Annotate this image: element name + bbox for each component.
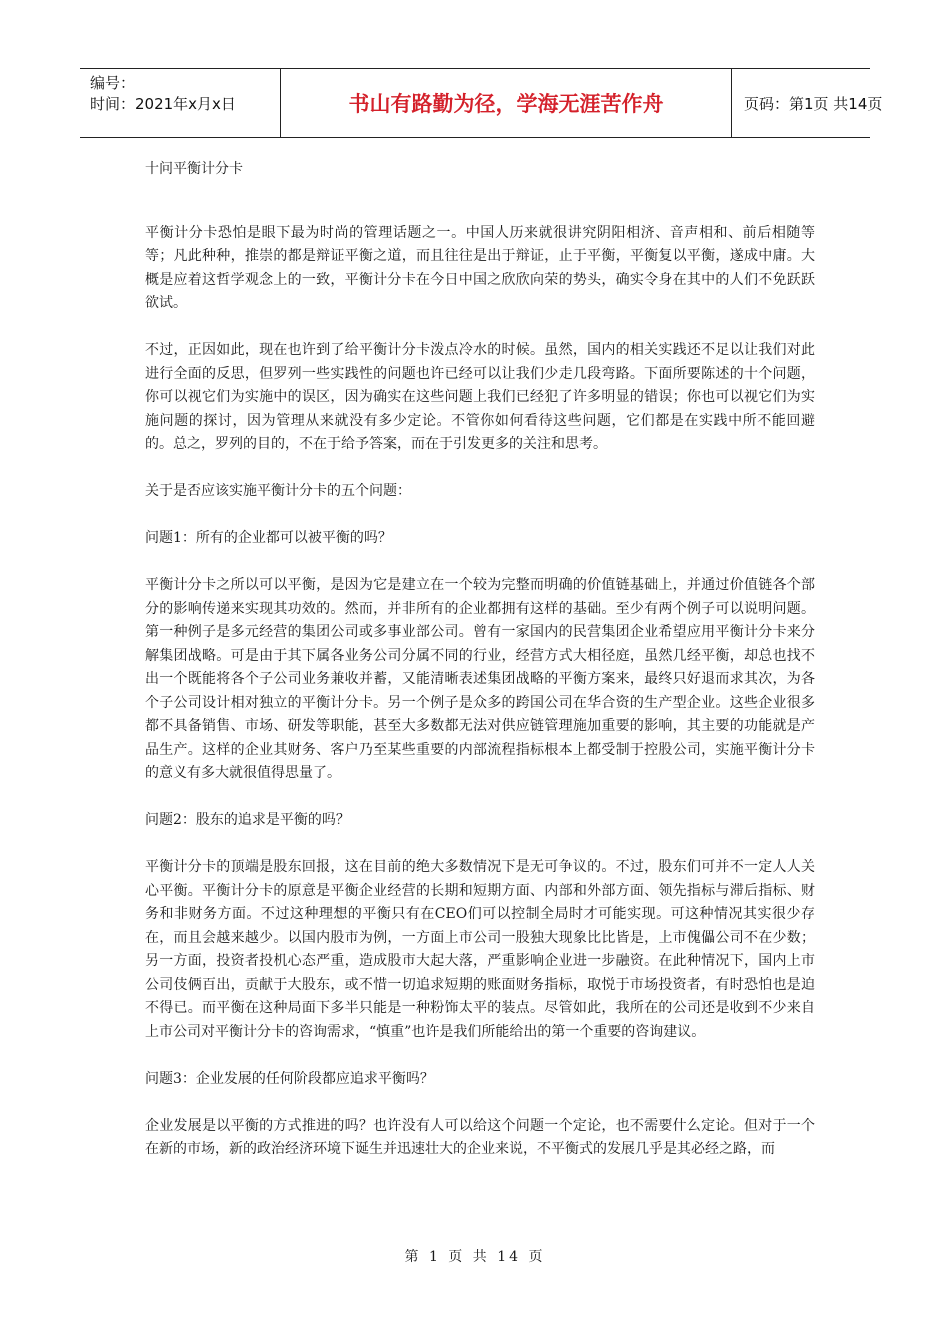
page-footer: 第 1 页 共 14 页 <box>404 1249 546 1265</box>
paragraph: 平衡计分卡的顶端是股东回报，这在目前的绝大多数情况下是无可争议的。不过，股东们可并不一定人人关心平衡。平衡计分卡的原意是平衡企业经营的长期和短期方面、内部和外部方面、领先指标与滞后指标、财务和非财务方面。不过这种理想的平衡只有在CEO们可以控制全局时才可能实现。可这种情况其实很少存在，而且会越来越少。以国内股市为例，一方面上市公司一股独大现象比比皆是，上市傀儡公司不在少数；另一方面，投资者投机心态严重，造成股市大起大落，严重影响企业进一步融资。在此种情况下，国内上市公司伎俩百出，贡献于大股东，或不惜一切追求短期的账面财务指标，取悦于市场投资者，有时恐怕也是迫不得已。而平衡在这种局面下多半只能是一种粉饰太平的装点。尽管如此，我所在的公司还是收到不少来自上市公司对平衡计分卡的咨询需求，“慎重”也许是我们所能给出的第一个重要的咨询建议。 <box>145 859 815 1040</box>
question-heading: 问题3：企业发展的任何阶段都应追求平衡吗？ <box>145 1070 434 1087</box>
page-label: 页码：第1页 共14页 <box>744 94 883 113</box>
paragraph: 不过，正因如此，现在也许到了给平衡计分卡泼点冷水的时候。虽然，国内的相关实践还不足以让我们对此进行全面的反思，但罗列一些实践性的问题也许已经可以让我们少走几段弯路。下面所要陈述的十个问题，你可以视它们为实施中的误区，因为确实在这些问题上我们已经犯了许多明显的错误；你也可以视它们为实施问题的探讨，因为管理从来就没有多少定论。不管你如何看待这些问题，它们都是在实践中所不能回避的。总之，罗列的目的，不在于给予答案，而在于引发更多的关注和思考。 <box>145 342 815 452</box>
document-title: 十问平衡计分卡 <box>145 161 243 177</box>
paragraph: 平衡计分卡恐怕是眼下最为时尚的管理话题之一。中国人历来就很讲究阴阳相济、音声相和、前后相随等等；凡此种种，推崇的都是辩证平衡之道，而且往往是出于辩证，止于平衡，平衡复以平衡，遂成中庸。大概是应着这哲学观念上的一致，平衡计分卡在今日中国之欣欣向荣的势头，确实令身在其中的人们不免跃跃欲试。 <box>145 224 815 311</box>
section-heading: 关于是否应该实施平衡计分卡的五个问题： <box>145 483 411 499</box>
question-heading: 问题1：所有的企业都可以被平衡的吗？ <box>145 530 392 546</box>
serial-label: 编号： <box>90 74 136 92</box>
question-heading: 问题2：股东的追求是平衡的吗？ <box>145 812 350 828</box>
motto: 书山有路勤为径，学海无涯苦作舟 <box>280 69 732 137</box>
paragraph: 企业发展是以平衡的方式推进的吗？也许没有人可以给这个问题一个定论，也不需要什么定论。但对于一个在新的市场，新的政治经济环境下诞生并迅速壮大的企业来说，不平衡式的发展几乎是其必经之路，而 <box>145 1117 815 1157</box>
paragraph: 平衡计分卡之所以可以平衡，是因为它是建立在一个较为完整而明确的价值链基础上，并通过价值链各个部分的影响传递来实现其功效的。然而，并非所有的企业都拥有这样的基础。至少有两个例子可以说明问题。第一种例子是多元经营的集团公司或多事业部公司。曾有一家国内的民营集团企业希望应用平衡计分卡来分解集团战略。可是由于其下属各业务公司分属不同的行业，经营方式大相径庭，虽然几经平衡，却总也找不出一个既能将各个子公司业务兼收并蓄，又能清晰表述集团战略的平衡方案来，最终只好退而求其次，为各个子公司设计相对独立的平衡计分卡。另一个例子是众多的跨国公司在华合资的生产型企业。这些企业很多都不具备销售、市场、研发等职能，甚至大多数都无法对供应链管理施加重要的影响，其主要的功能就是产品生产。这样的企业其财务、客户乃至某些重要的内部流程指标根本上都受制于控股公司，实施平衡计分卡的意义有多大就很值得思量了。 <box>145 577 815 781</box>
document-body <box>145 158 815 1185</box>
header-meta-cell <box>80 69 280 137</box>
page-header <box>80 68 883 138</box>
time-label: 时间：2021年x月x日 <box>90 95 236 113</box>
